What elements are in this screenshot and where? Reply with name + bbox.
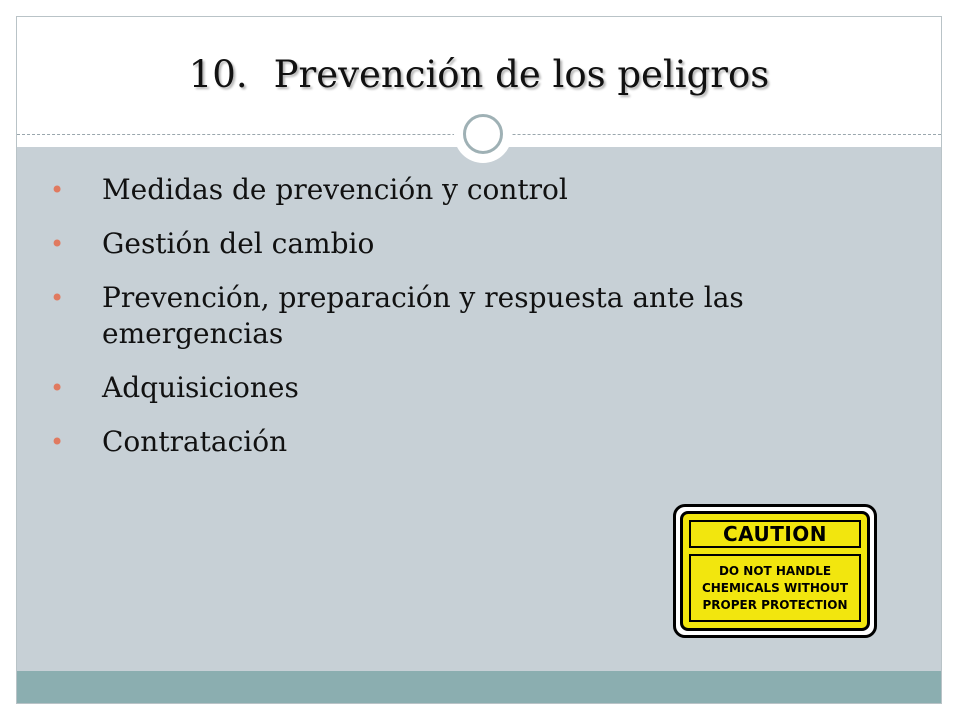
bullet-item — [50, 172, 870, 208]
caution-sign-line: PROPER PROTECTION — [702, 597, 848, 612]
bullet-item — [50, 370, 870, 406]
bullet-text-continuation: emergencias — [102, 317, 284, 350]
footer-band — [17, 671, 941, 704]
caution-sign-panel — [680, 511, 870, 631]
caution-sign-image — [673, 504, 877, 638]
caution-sign-line: CHEMICALS WITHOUT — [701, 580, 849, 595]
bullet-text: Prevención, preparación y respuesta ante las — [102, 281, 744, 314]
divider-ring-ornament — [454, 105, 512, 163]
caution-sign-line: DO NOT HANDLE — [718, 563, 832, 578]
bullet-item — [50, 226, 870, 262]
bullet-item — [50, 280, 870, 352]
bullet-text: Adquisiciones — [102, 371, 299, 404]
bullet-text: Medidas de prevención y control — [102, 173, 568, 206]
title-number: 10. — [188, 53, 248, 96]
caution-sign-header: CAUTION — [689, 520, 861, 548]
bullet-text: Contratación — [102, 425, 288, 458]
slide-title — [17, 53, 941, 96]
title-text: Prevención de los peligros — [273, 53, 770, 96]
bullet-list — [50, 172, 870, 478]
bullet-item — [50, 424, 870, 460]
bullet-text: Gestión del cambio — [102, 227, 375, 260]
caution-sign-body — [689, 554, 861, 622]
